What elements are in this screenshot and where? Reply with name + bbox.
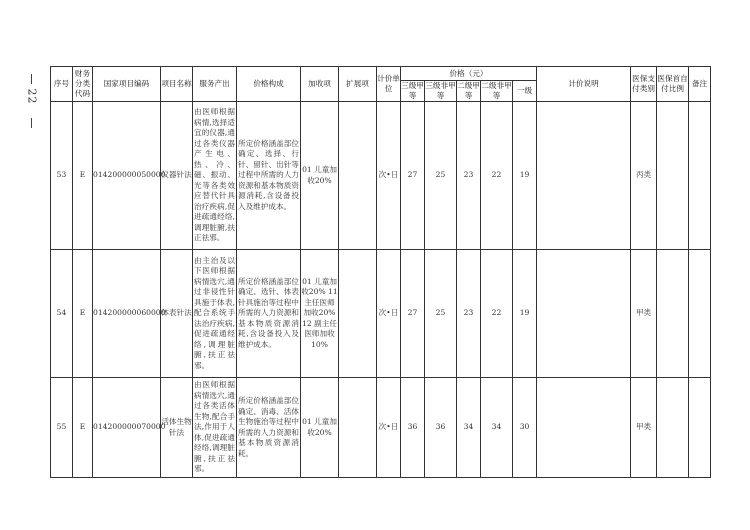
cell-remark: [689, 250, 711, 378]
header-self-pay-ratio: 医保首自付比例: [657, 67, 689, 102]
cell-name: 活体生物针法: [161, 378, 193, 478]
header-level2a: 二级甲等: [457, 81, 480, 100]
cell-unit: 次•日: [377, 102, 401, 250]
cell-level2a: 34: [457, 378, 481, 478]
cell-level3a: 27: [401, 250, 425, 378]
cell-unit: 次•日: [377, 378, 401, 478]
cell-note: [537, 250, 631, 378]
cell-unit: 次•日: [377, 250, 401, 378]
cell-seq: 55: [51, 378, 73, 478]
cell-level1: 30: [513, 378, 537, 478]
cell-self-pay-ratio: [657, 250, 689, 378]
cell-name: 仪器针法: [161, 102, 193, 250]
cell-level3a: 36: [401, 378, 425, 478]
cell-code: 014200000050000: [93, 102, 161, 250]
header-code: 国家项目编码: [93, 67, 161, 102]
cell-extra-fee: 01 儿童加收20% 11 主任医师加收20% 12 副主任医师加收10%: [301, 250, 339, 378]
cell-level3n: 36: [425, 378, 457, 478]
cell-insurance-type: 甲类: [631, 250, 657, 378]
cell-level3n: 25: [425, 250, 457, 378]
cell-code: 014200000070000: [93, 378, 161, 478]
cell-level1: 19: [513, 102, 537, 250]
cell-level2a: 23: [457, 250, 481, 378]
cell-price-composition: 所定价格涵盖部位确定、消毒、活体生物施治等过程中所需的人力资源和基本物质资源消耗。: [237, 378, 301, 478]
header-category: 财务分类代码: [73, 67, 93, 102]
cell-service: 由医师根据病情,选择适宜的仪器,通过各类仪器产生电、热、冷、磁、振动、光等各类效应替代针具治疗疾病,促进疏通经络,调理脏腑,扶正祛邪。: [193, 102, 237, 250]
page-number-dash: [31, 118, 32, 128]
cell-extra-fee: 01 儿童加收20%: [301, 102, 339, 250]
header-note: 计价说明: [537, 67, 631, 102]
header-extension: 扩展项: [339, 67, 377, 102]
page-number-dash: [31, 74, 32, 84]
cell-seq: 53: [51, 102, 73, 250]
cell-level1: 19: [513, 250, 537, 378]
cell-service: 由主治及以下医师根据病情选穴,通过非侵性针具施于体表,配合系统手法治疗疾病,促进疏通经络,调理脏腑,扶正祛邪。: [193, 250, 237, 378]
cell-level2n: 34: [481, 378, 513, 478]
header-level3n: 三级非甲等: [425, 81, 456, 100]
header-name: 项目名称: [161, 67, 193, 102]
cell-service: 由医师根据病情选穴,通过各类活体生物,配合手法,作用于人体,促进疏通经络,调理脏腑,扶正祛邪。: [193, 378, 237, 478]
cell-code: 014200000060000: [93, 250, 161, 378]
cell-extension: [339, 378, 377, 478]
header-level2n: 二级非甲等: [481, 81, 512, 100]
cell-self-pay-ratio: [657, 102, 689, 250]
page-number: [22, 72, 42, 132]
header-remark: 备注: [689, 67, 711, 102]
cell-self-pay-ratio: [657, 378, 689, 478]
cell-remark: [689, 378, 711, 478]
header-price-composition: 价格构成: [237, 67, 301, 102]
cell-remark: [689, 102, 711, 250]
cell-level2a: 23: [457, 102, 481, 250]
cell-insurance-type: 甲类: [631, 378, 657, 478]
cell-category: E: [73, 378, 93, 478]
cell-extension: [339, 250, 377, 378]
table-row: [51, 378, 711, 478]
header-price-group: 价格（元）: [401, 67, 537, 81]
cell-level2n: 22: [481, 250, 513, 378]
cell-level2n: 22: [481, 102, 513, 250]
cell-price-composition: 所定价格涵盖部位确定、选择、行针、留针、出针等过程中所需的人力资源和基本物质资源消耗,含设备投入及维护成本。: [237, 102, 301, 250]
cell-level3a: 27: [401, 102, 425, 250]
cell-note: [537, 378, 631, 478]
cell-note: [537, 102, 631, 250]
page-number-text: 22: [25, 88, 39, 105]
header-unit: 计价单位: [377, 67, 401, 102]
cell-extra-fee: 01 儿童加收20%: [301, 378, 339, 478]
header-seq: 序号: [51, 67, 73, 102]
cell-extension: [339, 102, 377, 250]
cell-insurance-type: 丙类: [631, 102, 657, 250]
header-level3a: 三级甲等: [401, 81, 424, 100]
table-row: [51, 102, 711, 250]
header-insurance-type: 医保支付类别: [631, 67, 657, 102]
header-extra-fee: 加收项: [301, 67, 339, 102]
cell-category: E: [73, 250, 93, 378]
cell-price-composition: 所定价格涵盖部位确定、选针、体表针具施治等过程中所需的人力资源和基本物质资源消耗,含设备投入及维护成本。: [237, 250, 301, 378]
table-row: [51, 250, 711, 378]
price-table: [50, 66, 711, 478]
cell-level3n: 25: [425, 102, 457, 250]
header-level1: 一级: [513, 81, 537, 102]
cell-category: E: [73, 102, 93, 250]
cell-name: 体表针法: [161, 250, 193, 378]
cell-seq: 54: [51, 250, 73, 378]
header-service: 服务产出: [193, 67, 237, 102]
